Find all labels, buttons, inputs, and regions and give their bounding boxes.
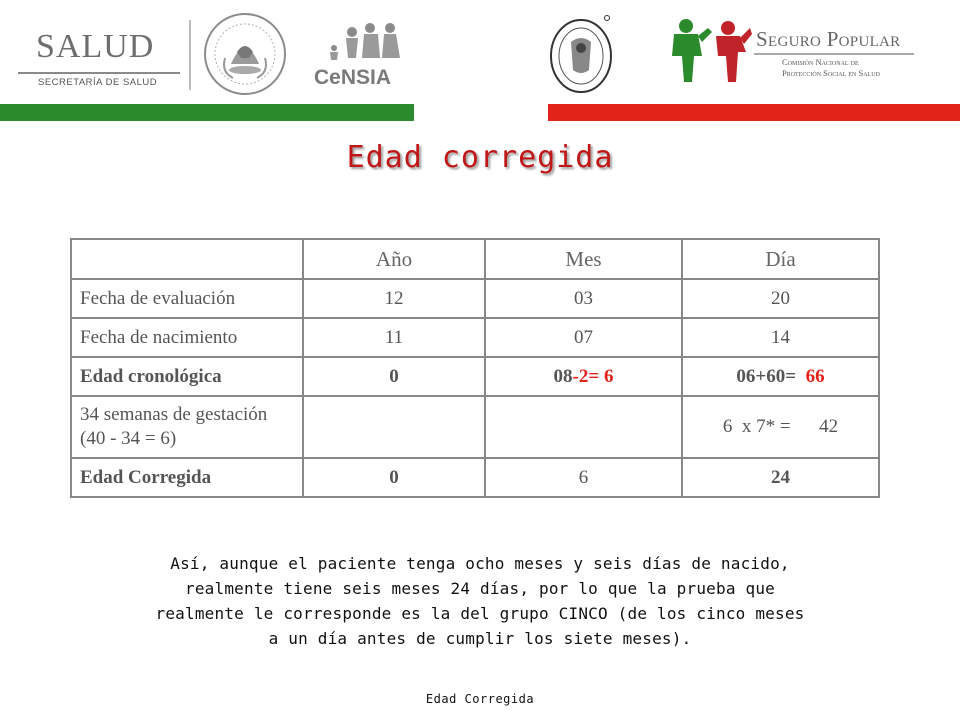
year-cell: 12 <box>303 279 485 318</box>
day-cell: 20 <box>682 279 879 318</box>
day-result: 66 <box>805 365 825 387</box>
year-cell: 11 <box>303 318 485 357</box>
year-cell: 0 <box>303 458 485 497</box>
month-cell <box>485 357 682 396</box>
day-cell <box>682 357 879 396</box>
seguro-popular-rule <box>754 53 914 55</box>
month-cell <box>485 396 682 458</box>
header-cell-empty <box>71 239 303 279</box>
header-cell-month: Mes <box>485 239 682 279</box>
table-row <box>71 396 879 458</box>
censia-logo <box>312 18 412 88</box>
mexico-coat-of-arms-logo <box>203 12 287 96</box>
month-cell: 03 <box>485 279 682 318</box>
header-divider <box>189 20 191 90</box>
paragraph-line: realmente tiene seis meses 24 días, por lo que la prueba que <box>185 579 775 598</box>
seguro-popular-subtitle-line1: Comisión Nacional de <box>782 57 859 67</box>
row-label-line2: (40 - 34 = 6) <box>80 428 177 449</box>
table-row <box>71 458 879 497</box>
slide-footer: Edad Corregida <box>425 692 535 706</box>
hospital-infantil-seal-logo <box>549 12 615 94</box>
salud-logo <box>18 20 168 90</box>
row-label: Edad cronológica <box>71 357 303 396</box>
header-cell-year: Año <box>303 239 485 279</box>
table-header-row <box>71 239 879 279</box>
salud-logo-word: SALUD <box>36 28 155 65</box>
month-cell: 07 <box>485 318 682 357</box>
paragraph-line: Así, aunque el paciente tenga ocho meses y seis días de nacido, <box>170 554 790 573</box>
red-header-bar <box>548 104 960 121</box>
day-calculation: 6 x 7* = <box>722 416 791 437</box>
paragraph-line: a un día antes de cumplir los siete meses). <box>268 629 692 648</box>
seguro-popular-subtitle-line2: Protección Social en Salud <box>782 68 880 78</box>
row-label: Fecha de evaluación <box>71 279 303 318</box>
green-header-bar <box>0 104 414 121</box>
row-label-line1: 34 semanas de gestación <box>80 404 268 425</box>
table-row <box>71 318 879 357</box>
seguro-popular-subtitle <box>782 57 880 79</box>
day-value: 42 <box>819 416 839 437</box>
paragraph-line: realmente le corresponde es la del grupo CINCO (de los cinco meses <box>155 604 805 623</box>
day-cell: 14 <box>682 318 879 357</box>
month-operation: -2= 6 <box>572 365 614 387</box>
corrected-age-table <box>70 238 880 498</box>
row-label <box>71 396 303 458</box>
seguro-popular-title: Seguro Popular <box>756 27 901 51</box>
month-cell: 6 <box>485 458 682 497</box>
row-label: Edad Corregida <box>71 458 303 497</box>
salud-logo-rule <box>18 72 180 74</box>
explanation-paragraph <box>40 551 920 651</box>
header-cell-day: Día <box>682 239 879 279</box>
month-base: 08 <box>553 365 573 387</box>
salud-logo-subtitle: SECRETARÍA DE SALUD <box>38 77 158 88</box>
day-base: 06+60= <box>736 365 797 387</box>
row-label: Fecha de nacimiento <box>71 318 303 357</box>
censia-logo-text: CeNSIA <box>314 66 392 89</box>
table-row <box>71 357 879 396</box>
slide-title: Edad corregida <box>346 140 614 175</box>
day-cell: 24 <box>682 458 879 497</box>
seguro-popular-logo <box>668 16 923 86</box>
year-cell: 0 <box>303 357 485 396</box>
year-cell <box>303 396 485 458</box>
day-cell <box>682 396 879 458</box>
table-row <box>71 279 879 318</box>
